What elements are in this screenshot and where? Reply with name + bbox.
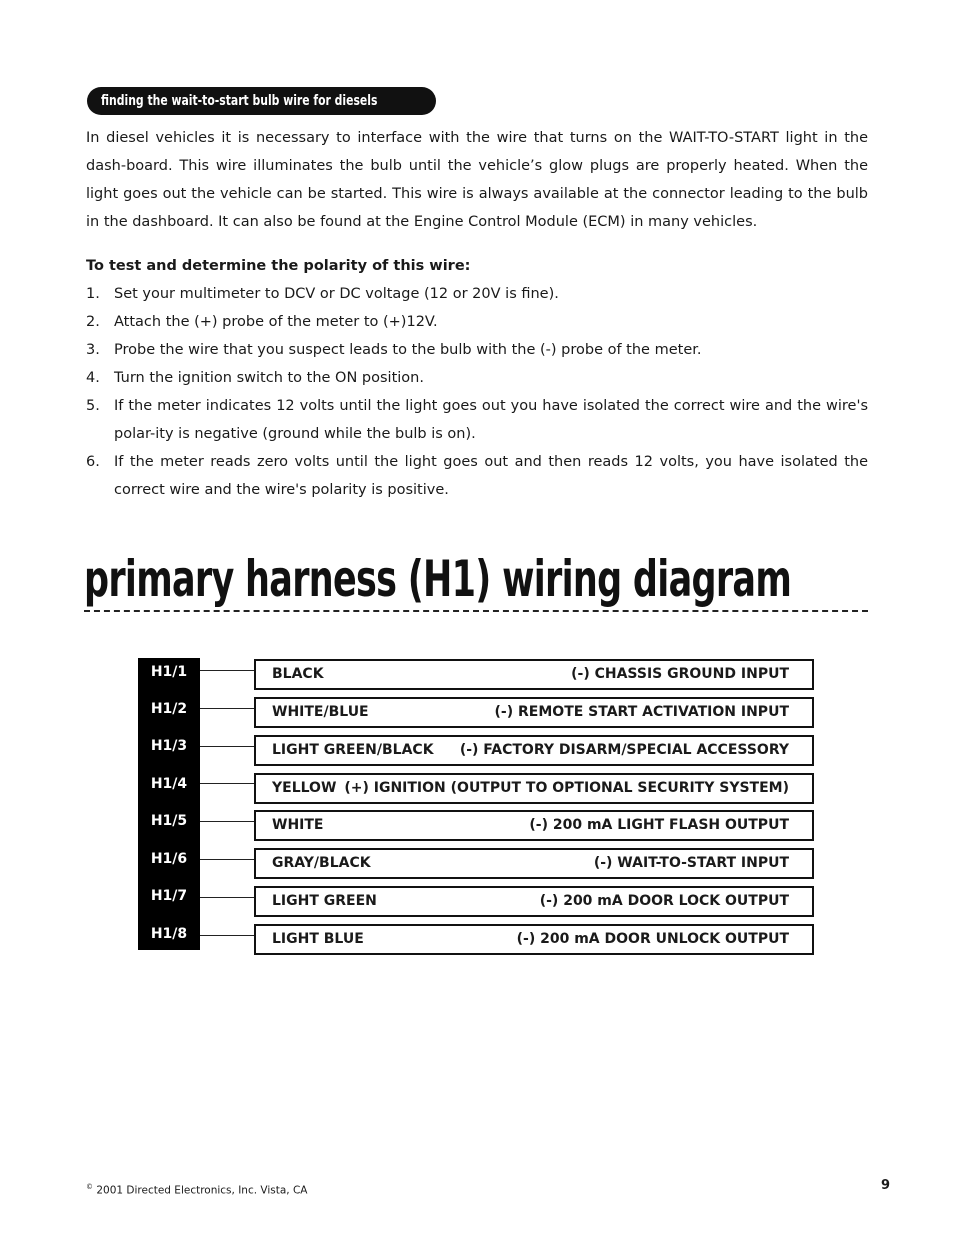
diagram-title-text: primary harness (H1) wiring diagram bbox=[84, 550, 792, 608]
wire-function: (-) WAIT-TO-START INPUT bbox=[593, 855, 789, 871]
diagram-title bbox=[84, 548, 868, 612]
wire-color: YELLOW bbox=[272, 780, 337, 796]
page-number: 9 bbox=[880, 1178, 890, 1193]
pin-label: H1/3 bbox=[150, 738, 188, 754]
step-number: 2. bbox=[86, 314, 100, 330]
step-number: 4. bbox=[86, 370, 100, 386]
test-heading: To test and determine the polarity of this wire: bbox=[86, 258, 471, 274]
list-item bbox=[86, 308, 868, 336]
wire-row bbox=[254, 924, 814, 955]
test-steps-list bbox=[86, 280, 868, 504]
lead-line bbox=[200, 783, 254, 784]
step-text: Set your multimeter to DCV or DC voltage (12 or 20V is fine). bbox=[114, 286, 559, 302]
lead-line bbox=[200, 935, 254, 936]
list-item bbox=[86, 392, 868, 448]
wire-color: WHITE/BLUE bbox=[272, 704, 369, 720]
wire-function: (-) 200 mA DOOR UNLOCK OUTPUT bbox=[516, 931, 789, 947]
wire-function: (-) 200 mA LIGHT FLASH OUTPUT bbox=[529, 817, 789, 833]
wire-function: (+) IGNITION (OUTPUT TO OPTIONAL SECURITY SYSTEM) bbox=[344, 780, 789, 796]
wire-row bbox=[254, 697, 814, 728]
wire-row bbox=[254, 659, 814, 690]
intro-paragraph: In diesel vehicles it is necessary to interface with the wire that turns on the WAIT-TO-START light in the dash-board. This wire illuminates the bulb until the vehicle’s glow plugs are properly heated. When the light goes out the vehicle can be started. This wire is always available at the connector leading to the bulb in the dashboard. It can also be found at the Engine Control Module (ECM) in many vehicles. bbox=[86, 130, 868, 230]
wire-row bbox=[254, 735, 814, 766]
lead-line bbox=[200, 746, 254, 747]
section-tab bbox=[87, 87, 436, 115]
pin-label: H1/7 bbox=[150, 888, 188, 904]
wire-color: GRAY/BLACK bbox=[272, 855, 371, 871]
copyright-text: 2001 Directed Electronics, Inc. Vista, CA bbox=[96, 1184, 308, 1197]
step-text: Attach the (+) probe of the meter to (+)12V. bbox=[114, 314, 438, 330]
step-number: 3. bbox=[86, 342, 100, 358]
pin-label: H1/5 bbox=[150, 813, 188, 829]
step-number: 5. bbox=[86, 398, 100, 414]
list-item bbox=[86, 364, 868, 392]
pin-label: H1/6 bbox=[150, 851, 188, 867]
list-item bbox=[86, 280, 868, 308]
list-item bbox=[86, 448, 868, 504]
copyright-symbol: © bbox=[86, 1183, 93, 1191]
pin-label: H1/8 bbox=[150, 926, 188, 942]
lead-line bbox=[200, 708, 254, 709]
wire-color: BLACK bbox=[272, 666, 324, 682]
wire-row bbox=[254, 886, 814, 917]
lead-line bbox=[200, 859, 254, 860]
step-text: Probe the wire that you suspect leads to the bulb with the (-) probe of the meter. bbox=[114, 342, 702, 358]
step-text: If the meter indicates 12 volts until the light goes out you have isolated the correct wire and the wire's polar-ity is negative (ground while the bulb is on). bbox=[114, 398, 868, 442]
lead-line bbox=[200, 821, 254, 822]
wire-color: LIGHT BLUE bbox=[272, 931, 364, 947]
step-text: If the meter reads zero volts until the light goes out and then reads 12 volts, you have isolated the correct wire and the wire's polarity is positive. bbox=[114, 454, 868, 498]
lead-line bbox=[200, 670, 254, 671]
step-number: 6. bbox=[86, 454, 100, 470]
pin-label: H1/2 bbox=[150, 701, 188, 717]
list-item bbox=[86, 336, 868, 364]
wire-color: LIGHT GREEN/BLACK bbox=[272, 742, 434, 758]
step-number: 1. bbox=[86, 286, 100, 302]
wire-function: (-) FACTORY DISARM/SPECIAL ACCESSORY bbox=[459, 742, 789, 758]
wire-function: (-) CHASSIS GROUND INPUT bbox=[571, 666, 789, 682]
wire-row bbox=[254, 810, 814, 841]
wire-function: (-) REMOTE START ACTIVATION INPUT bbox=[494, 704, 789, 720]
wire-row bbox=[254, 773, 814, 804]
section-tab-label: finding the wait-to-start bulb wire for diesels bbox=[101, 93, 378, 109]
wire-color: LIGHT GREEN bbox=[272, 893, 377, 909]
wire-row bbox=[254, 848, 814, 879]
step-text: Turn the ignition switch to the ON position. bbox=[114, 370, 424, 386]
pin-label: H1/1 bbox=[150, 664, 188, 680]
footer-copyright bbox=[86, 1179, 308, 1199]
pin-label: H1/4 bbox=[150, 776, 188, 792]
wire-function: (-) 200 mA DOOR LOCK OUTPUT bbox=[539, 893, 789, 909]
lead-line bbox=[200, 897, 254, 898]
wire-color: WHITE bbox=[272, 817, 324, 833]
